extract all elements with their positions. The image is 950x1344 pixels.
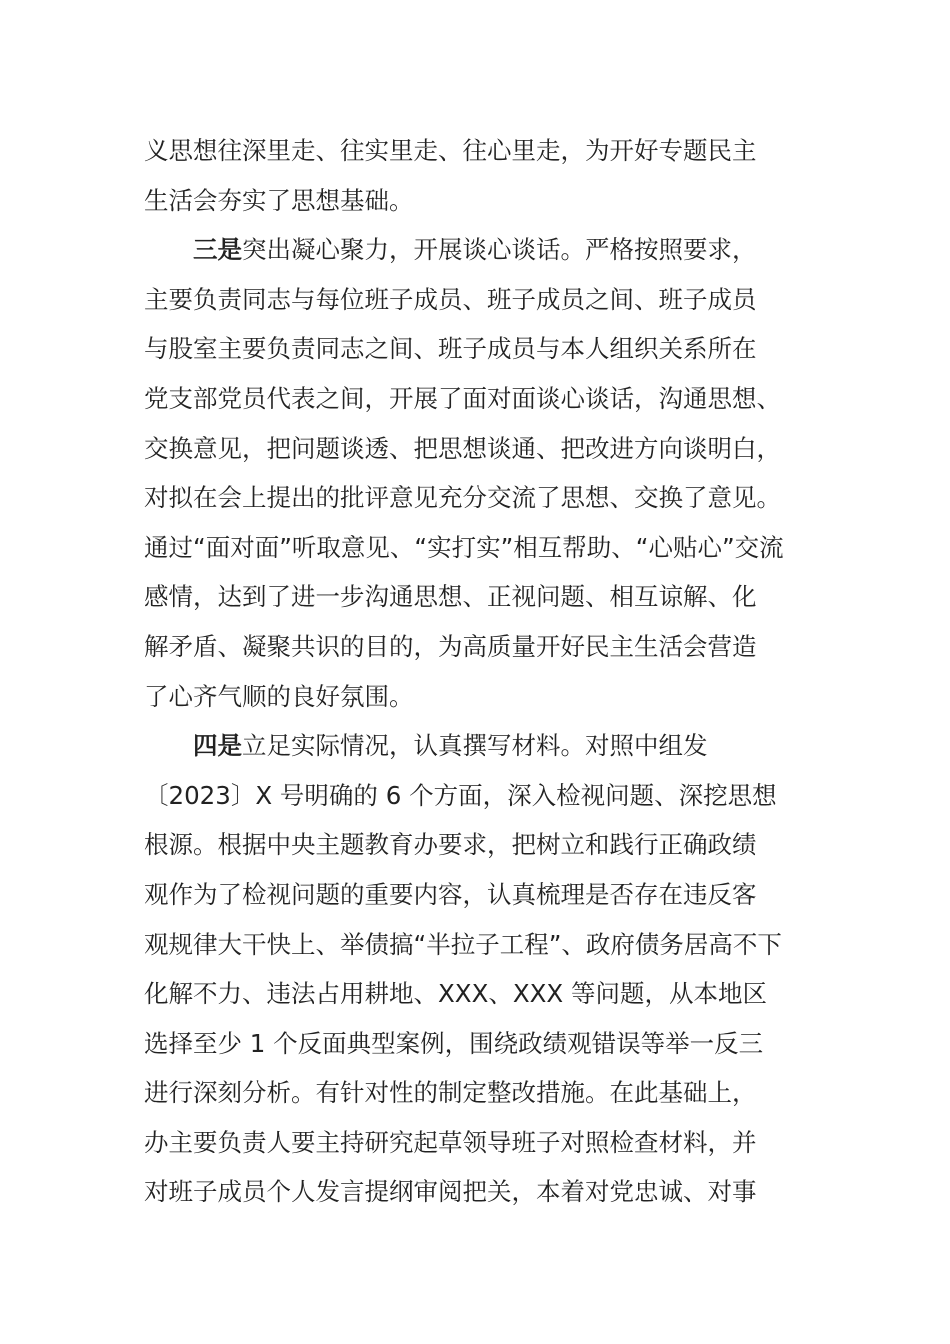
text-line: 对拟在会上提出的批评意见充分交流了思想、交换了意见。 — [144, 483, 781, 513]
text-line: 党支部党员代表之间，开展了面对面谈心谈话，沟通思想、 — [144, 383, 781, 413]
text-line: 解矛盾、凝聚共识的目的，为高质量开好民主生活会营造 — [144, 631, 757, 661]
text-line: 主要负责同志与每位班子成员、班子成员之间、班子成员 — [144, 284, 757, 314]
lead-word-fourth: 四是 — [193, 731, 242, 761]
text-line: 义思想往深里走、往实里走、往心里走，为开好专题民主 — [144, 136, 757, 165]
text-line: 对班子成员个人发言提纲审阅把关，本着对党忠诚、对事 — [144, 1177, 757, 1207]
text-line: 了心齐气顺的良好氛围。 — [144, 681, 414, 711]
lead-word-third: 三是 — [193, 235, 242, 265]
text-line: 生活会夯实了思想基础。 — [144, 185, 414, 215]
text-line: 交换意见，把问题谈透、把思想谈通、把改进方向谈明白， — [144, 433, 781, 463]
text-line: 进行深刻分析。有针对性的制定整改措施。在此基础上， — [144, 1078, 757, 1108]
text-line: 选择至少 1 个反面典型案例，围绕政绩观错误等举一反三 — [144, 1028, 764, 1058]
text-line: 办主要负责人要主持研究起草领导班子对照检查材料，并 — [144, 1127, 757, 1157]
text-line: 观规律大干快上、举债搞“半拉子工程”、政府债务居高不下 — [144, 929, 782, 959]
text-line: 立足实际情况，认真撰写材料。对照中组发 — [242, 731, 708, 761]
text-line: 感情，达到了进一步沟通思想、正视问题、相互谅解、化 — [144, 582, 757, 612]
paragraph-three-first-line — [144, 225, 824, 275]
document-body — [144, 126, 824, 1217]
text-line: 化解不力、违法占用耕地、XXX、XXX 等问题，从本地区 — [144, 979, 767, 1009]
paragraph-four-first-line — [144, 721, 824, 771]
text-line: 与股室主要负责同志之间、班子成员与本人组织关系所在 — [144, 334, 757, 364]
text-line: 通过“面对面”听取意见、“实打实”相互帮助、“心贴心”交流 — [144, 532, 784, 562]
text-line: 观作为了检视问题的重要内容，认真梳理是否存在违反客 — [144, 879, 757, 909]
text-line: 突出凝心聚力，开展谈心谈话。严格按照要求， — [242, 235, 757, 265]
text-line: 〔2023〕X 号明确的 6 个方面，深入检视问题、深挖思想 — [144, 780, 777, 810]
text-line: 根源。根据中央主题教育办要求，把树立和践行正确政绩 — [144, 830, 757, 860]
